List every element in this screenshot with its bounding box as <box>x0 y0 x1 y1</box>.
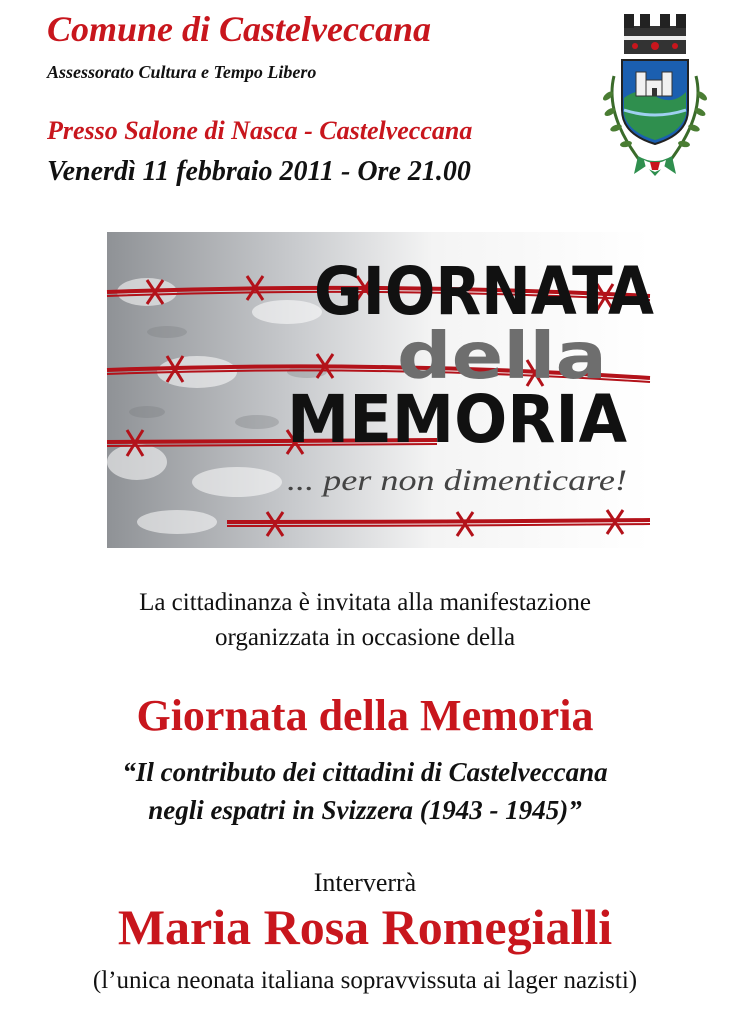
speaker-intro: Interverrà <box>313 868 417 897</box>
coat-of-arms-icon <box>594 6 716 184</box>
speaker-note: (l’unica neonata italiana sopravvissuta ai lager nazisti) <box>92 967 638 994</box>
event-title: Giornata della Memoria <box>136 691 594 740</box>
venue-line: Presso Salone di Nasca - Castelveccana <box>47 116 473 145</box>
invitation-line-1: La cittadinanza è invitata alla manifestazione <box>139 589 591 616</box>
banner-line1: GIORNATA <box>314 253 654 330</box>
giornata-memoria-banner <box>107 232 654 548</box>
event-subtitle-line-2: negli espatri in Svizzera (1943 - 1945)” <box>148 795 582 825</box>
crown-icon <box>624 14 686 54</box>
invitation-line-2: organizzata in occasione della <box>214 624 516 651</box>
assessorato-line: Assessorato Cultura e Tempo Libero <box>47 62 317 82</box>
banner-line3: MEMORIA <box>287 381 627 458</box>
banner-tagline: ... per non dimenticare! <box>287 464 627 497</box>
speaker-name: Maria Rosa Romegialli <box>117 899 613 955</box>
date-time-line: Venerdì 11 febbraio 2011 - Ore 21.00 <box>47 156 471 187</box>
banner-line2: della <box>397 320 607 394</box>
event-subtitle-line-1: “Il contributo dei cittadini di Castelveccana <box>122 757 608 787</box>
comune-title: Comune di Castelveccana <box>47 9 431 49</box>
